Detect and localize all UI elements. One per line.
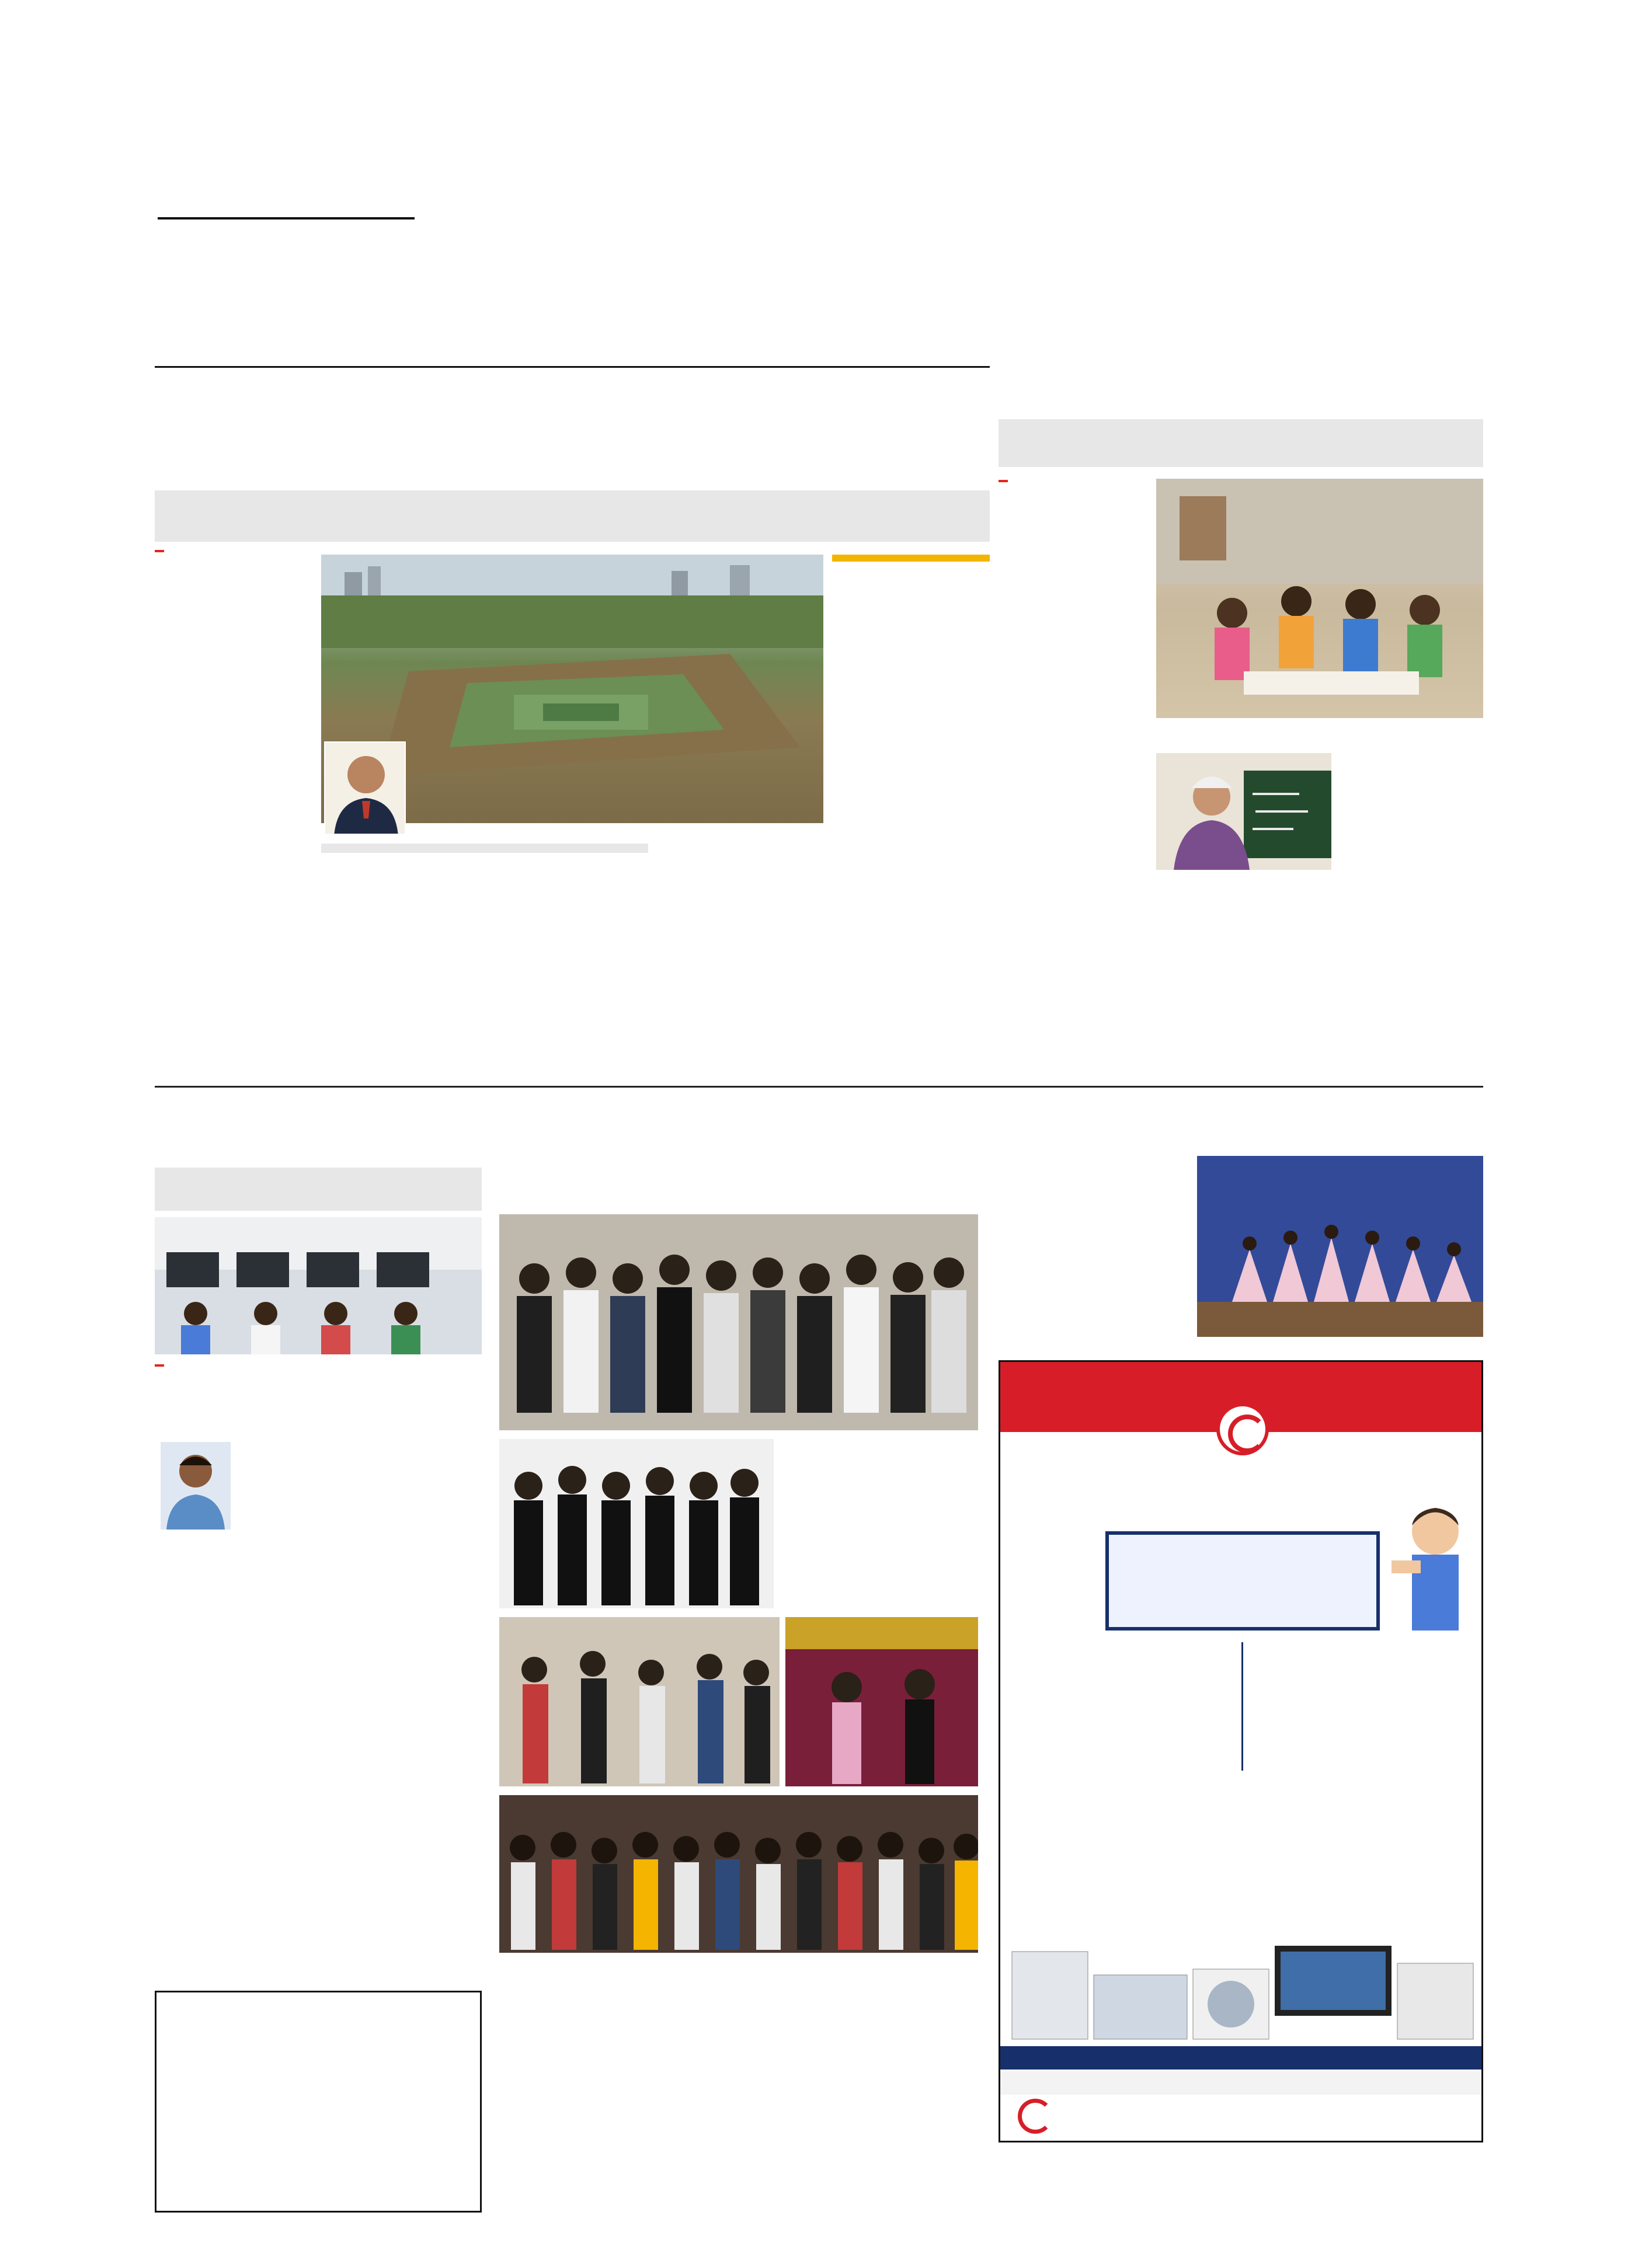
freshers-banner-illustration <box>785 1617 978 1786</box>
travel-ad[interactable] <box>155 1991 482 2213</box>
gtu-photo-group-1[interactable] <box>499 1214 978 1430</box>
teacher-at-board-illustration <box>1156 753 1331 870</box>
story-teacher-body <box>999 479 1147 1068</box>
computer-lab-illustration <box>155 1217 482 1354</box>
group-photo-illustration <box>499 1214 978 1430</box>
group-photo-illustration <box>499 1439 774 1608</box>
teacher-class-photo[interactable] <box>1156 479 1483 718</box>
section-divider <box>155 1086 1483 1088</box>
story-teacher-body-right <box>1340 753 1483 1068</box>
discount-offer <box>1257 1636 1450 1776</box>
dancing-students-illustration <box>499 1617 780 1786</box>
gtu-caption <box>782 1445 978 1608</box>
man-pointing-illustration <box>1392 1496 1479 1631</box>
temple-features-title <box>832 555 990 562</box>
ramesh-ad[interactable] <box>999 1360 1483 2142</box>
ramesh-addresses <box>1175 2099 1479 2142</box>
story-cyber-body <box>155 1363 482 2070</box>
only-days-badge <box>1327 1374 1462 1420</box>
cashback-offer <box>1035 1636 1228 1776</box>
group-photo-illustration <box>499 1795 978 1953</box>
story-teacher <box>999 333 1483 1080</box>
story-cyber-dropcap <box>155 1364 164 1367</box>
story-teacher-dropcap <box>999 480 1008 482</box>
story-temple <box>155 333 990 1080</box>
gtu-photo-dance[interactable] <box>499 1617 780 1786</box>
person-portrait-icon <box>325 743 406 835</box>
offer-divider <box>1241 1642 1243 1771</box>
appliances-icon <box>1006 1940 1479 2045</box>
man-icon <box>1392 1496 1479 1631</box>
appliances-illustration <box>1006 1940 1479 2045</box>
story-teacher-deck <box>999 419 1483 467</box>
kathak-dancers-illustration <box>1197 1156 1483 1337</box>
story-temple-body-2 <box>657 846 823 1074</box>
materials-title <box>321 844 648 853</box>
gtu-photo-group-2[interactable] <box>499 1439 774 1608</box>
temple-photo-caption <box>482 824 823 839</box>
story-temple-dropcap <box>155 550 164 552</box>
children-studying-illustration <box>1156 479 1483 718</box>
story-kathak-body <box>999 1156 1185 1343</box>
materials-box <box>321 844 648 1071</box>
gtu-photo-freshers[interactable] <box>785 1617 978 1786</box>
ramesh-logo-icon <box>1216 1403 1269 1455</box>
rp-patel-photo[interactable] <box>324 741 406 835</box>
story-kathak <box>999 1098 1483 1343</box>
flamingo-ad[interactable] <box>493 2032 657 2236</box>
brand-logos-strip <box>1000 2071 1483 2095</box>
more-news-line <box>502 286 911 305</box>
masthead <box>0 0 1635 315</box>
story-temple-kicker <box>155 333 990 368</box>
story-temple-deck <box>155 490 990 542</box>
cyber-lab-photo[interactable] <box>155 1217 482 1354</box>
masthead-rule <box>158 217 415 220</box>
never-before-box <box>1105 1531 1380 1631</box>
biggest-display-banner <box>1000 2046 1483 2070</box>
temple-features-box <box>832 555 990 1074</box>
masthead-day <box>158 229 415 252</box>
newspaper-logo[interactable] <box>158 163 415 210</box>
teacher-portrait-photo[interactable] <box>1156 753 1331 870</box>
story-cyber <box>155 1098 482 2078</box>
tc-note <box>1462 1963 1473 2033</box>
plus-logo[interactable] <box>432 23 899 280</box>
kathak-dance-photo[interactable] <box>1197 1156 1483 1337</box>
ramesh-company-logo <box>1018 2096 1170 2142</box>
story-cyber-deck <box>155 1168 482 1211</box>
story-temple-body <box>155 549 311 1074</box>
gtu-collage <box>499 1214 984 2014</box>
offers-list <box>1000 1835 1483 1934</box>
gtu-photo-group-3[interactable] <box>499 1795 978 1953</box>
masthead-date <box>158 256 415 279</box>
